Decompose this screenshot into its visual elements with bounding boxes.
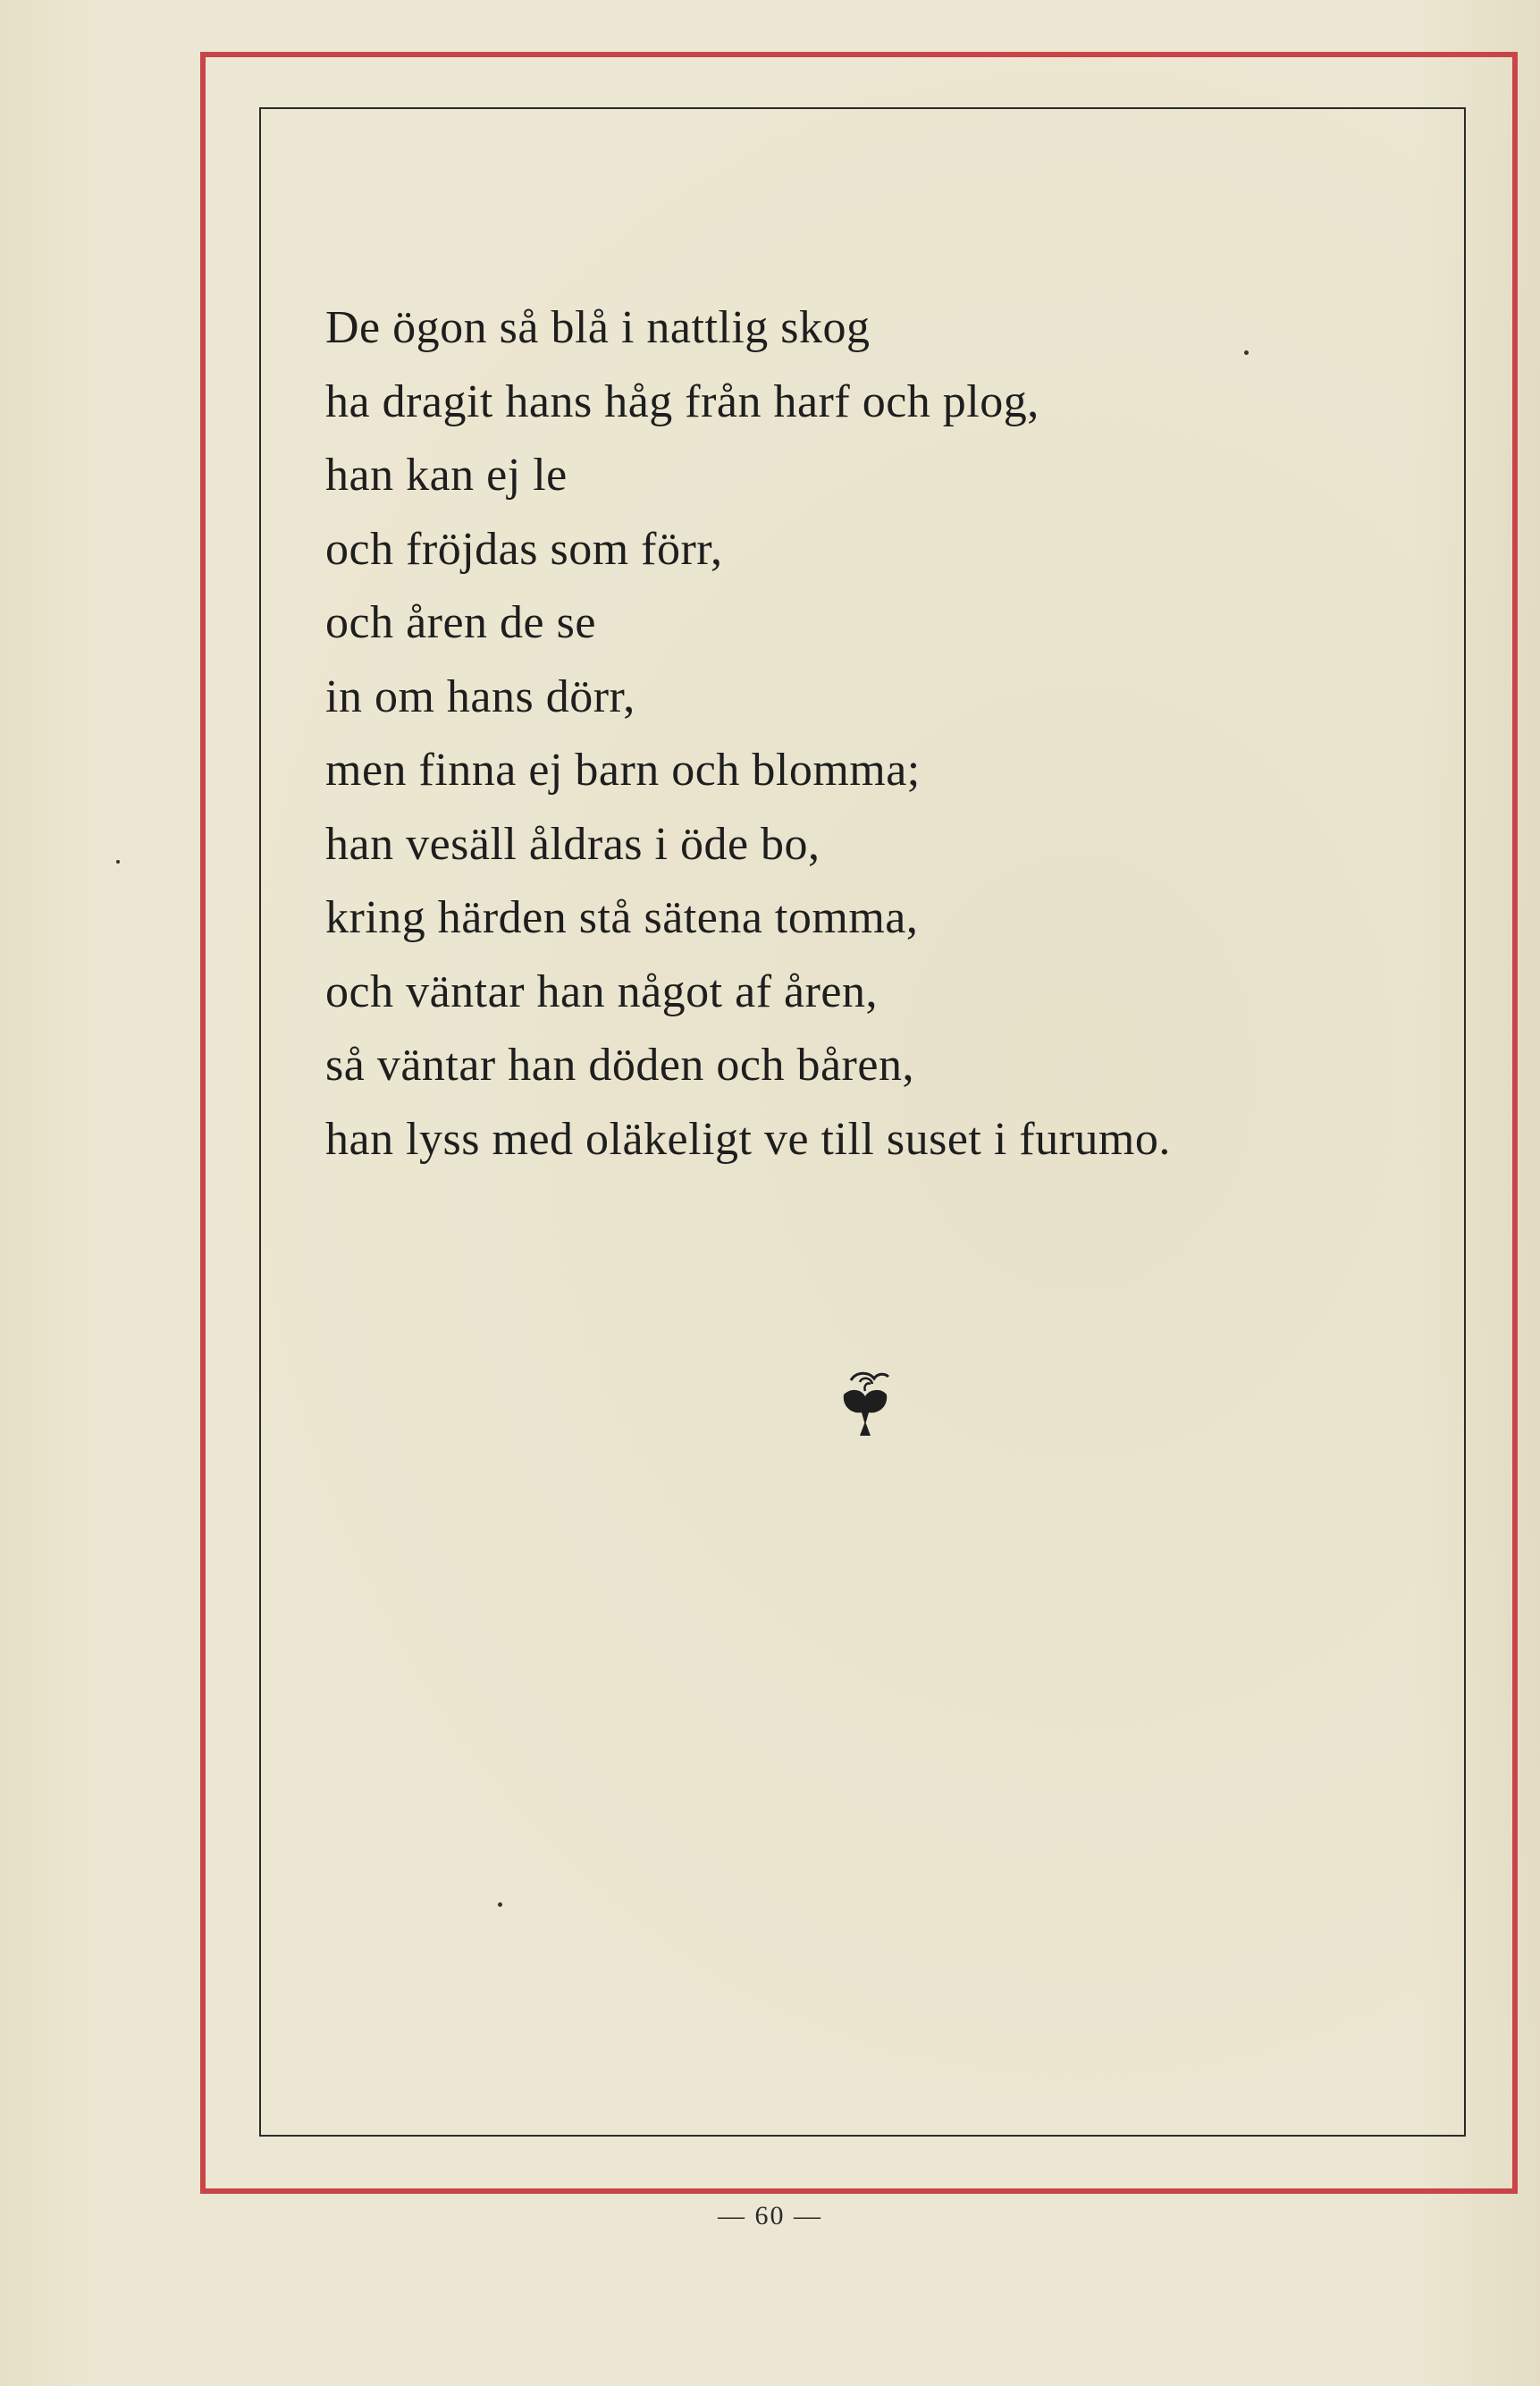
ink-speck: [1244, 350, 1249, 355]
poem-line: in om hans dörr,: [325, 670, 635, 722]
poem-line: så väntar han döden och båren,: [325, 1040, 914, 1091]
poem-line: men finna ej barn och blomma;: [325, 745, 921, 796]
poem-line: och väntar han något af åren,: [325, 965, 878, 1017]
poem-line: ha dragit hans håg från harf och plog,: [325, 375, 1039, 427]
page-number: — 60 —: [718, 2201, 822, 2230]
poem-stanza: [325, 291, 1171, 1176]
poem-line: och fröjdas som förr,: [325, 523, 723, 575]
poem-line: han kan ej le: [325, 450, 568, 501]
ink-speck: [498, 1902, 502, 1907]
poem-line: han vesäll åldras i öde bo,: [325, 818, 820, 870]
poem-line: kring härden stå sätena tomma,: [325, 892, 919, 943]
poem-line: han lyss med oläkeligt ve till suset i furumo.: [325, 1113, 1171, 1165]
poem-line: och åren de se: [325, 597, 596, 648]
ink-speck: [116, 860, 120, 864]
floral-fleuron-icon: [838, 1368, 892, 1439]
poem-line: De ögon så blå i nattlig skog: [325, 302, 871, 353]
